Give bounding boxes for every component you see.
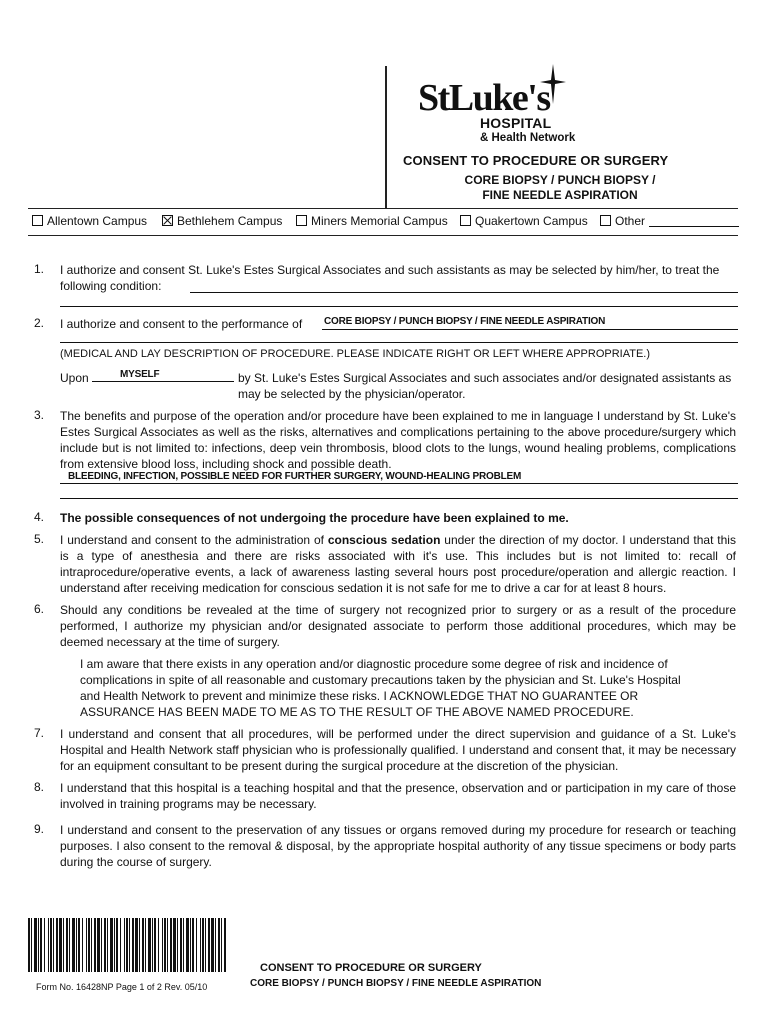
item-2-lead: I authorize and consent to the performance of (60, 317, 303, 331)
item-number: 4. (34, 510, 45, 524)
barcode-bar (211, 918, 214, 972)
footer-subtitle: CORE BIOPSY / PUNCH BIOPSY / FINE NEEDLE ASPIRATION (250, 978, 542, 989)
subtitle-line2: FINE NEEDLE ASPIRATION (482, 188, 638, 202)
item-9-text: I understand and consent to the preservation of any tissues or organs removed during my procedure for research or teaching purposes. I also consent to the removal & disposal, by the appropriate hospital authority of any tissue specimens or body parts during the course of surgery. (60, 823, 736, 869)
condition-field[interactable] (190, 292, 738, 293)
barcode-bar (114, 918, 115, 972)
checkbox-allentown[interactable] (32, 215, 43, 226)
logo-hospital: HOSPITAL (480, 115, 552, 131)
item-8-text: I understand that this hospital is a teaching hospital and that the presence, observation and or participation in my care of those involved in training programs may be necessary. (60, 781, 736, 811)
barcode-bar (38, 918, 39, 972)
barcode-bar (31, 918, 32, 972)
barcode-bar (200, 918, 201, 972)
logo-network: & Health Network (480, 132, 576, 144)
barcode-bar (167, 918, 168, 972)
item-5-text (60, 532, 736, 596)
item-5-bold: conscious sedation (327, 533, 441, 547)
barcode-bar (142, 918, 144, 972)
barcode-bar (48, 918, 49, 972)
barcode-bar (208, 918, 210, 972)
campus-top-rule (28, 208, 738, 209)
barcode-bar (177, 918, 178, 972)
barcode-bar (148, 918, 151, 972)
risks-field-value: BLEEDING, INFECTION, POSSIBLE NEED FOR FURTHER SURGERY, WOUND-HEALING PROBLEM (68, 471, 522, 482)
item-6-text: Should any conditions be revealed at the time of surgery not recognized prior to surgery or as a result of the procedure performed, I authorize my physician and/or designated associate to perform those additional procedures, which may be deemed necessary at the time of surgery. (60, 603, 736, 649)
form-info: Form No. 16428NP Page 1 of 2 Rev. 05/10 (36, 982, 208, 992)
subtitle-line1: CORE BIOPSY / PUNCH BIOPSY / (464, 173, 656, 187)
barcode-bar (129, 918, 130, 972)
upon-rest-line1 (238, 370, 736, 402)
barcode-bar (34, 918, 37, 972)
barcode-bar (192, 918, 194, 972)
item-number: 6. (34, 602, 45, 616)
barcode-bar (50, 918, 52, 972)
barcode-bar (126, 918, 128, 972)
item-4-text: The possible consequences of not undergoing the procedure have been explained to me. (60, 511, 569, 525)
barcode-bar (107, 918, 108, 972)
campus-other[interactable] (600, 214, 739, 228)
barcode-bar (86, 918, 87, 972)
barcode-bar (101, 918, 102, 972)
campus-label: Bethlehem Campus (177, 214, 283, 228)
checkbox-bethlehem-checked[interactable] (162, 215, 173, 226)
barcode-bar (69, 918, 70, 972)
barcode-bar (82, 918, 83, 972)
barcode-bar (97, 918, 100, 972)
other-campus-field[interactable] (649, 216, 739, 227)
barcode-bar (59, 918, 62, 972)
procedure-note: (MEDICAL AND LAY DESCRIPTION OF PROCEDURE. PLEASE INDICATE RIGHT OR LEFT WHERE APPROPRIATE.) (60, 348, 651, 360)
barcode-bar (139, 918, 140, 972)
barcode-bar (158, 918, 159, 972)
barcode-bar (221, 918, 222, 972)
item-number: 1. (34, 262, 45, 276)
procedure-field[interactable] (322, 329, 738, 330)
barcode-bar (164, 918, 166, 972)
item-7-text: I understand and consent that all procedures, will be performed under the direct supervision and guidance of a St. Luke's Hospital and Health Network staff physician who is professionally qualified. I understand and consent that, it may be necessary for an equipment consultant to be present during the surgical procedure at the discretion of the physician. (60, 727, 736, 773)
barcode-bar (124, 918, 125, 972)
campus-label: Quakertown Campus (475, 214, 588, 228)
campus-bottom-rule (28, 235, 738, 236)
item-5-lead: I understand and consent to the administration of (60, 533, 324, 547)
barcode-bar (215, 918, 216, 972)
upon-field[interactable] (92, 381, 234, 382)
barcode-bar (170, 918, 172, 972)
barcode-bar (91, 918, 92, 972)
barcode-bar (28, 918, 30, 972)
checkbox-other[interactable] (600, 215, 611, 226)
barcode-bar (202, 918, 204, 972)
barcode-bar (190, 918, 191, 972)
barcode-bar (196, 918, 197, 972)
item-number: 2. (34, 316, 45, 330)
barcode-bar (110, 918, 113, 972)
campus-quakertown[interactable] (460, 214, 588, 228)
campus-allentown[interactable] (32, 214, 147, 228)
barcode-bar (53, 918, 54, 972)
barcode-bar (56, 918, 58, 972)
upon-field-value: MYSELF (120, 369, 160, 380)
barcode-bar (180, 918, 182, 972)
item-number: 8. (34, 780, 45, 794)
barcode-bar (63, 918, 64, 972)
barcode-bar (224, 918, 226, 972)
procedure-field-value: CORE BIOPSY / PUNCH BIOPSY / FINE NEEDLE ASPIRATION (324, 316, 606, 327)
item-6-acknowledgement: I am aware that there exists in any operation and/or diagnostic procedure some degree of risk and incidence of complications in spite of all reasonable and customary precautions taken by the physician and St. Luke's Hospital and Health Network to prevent and minimize these risks. I ACKNOWLEDGE THAT NO GUARANTEE OR ASSURANCE HAS BEEN MADE TO ME AS TO THE RESULT OF THE ABOVE NAMED PROCEDURE. (80, 657, 681, 719)
upon-rest: by St. Luke's Estes Surgical Associates and such associates and/or designated assistants as may be selected by the physician/operator. (238, 371, 732, 401)
barcode-bar (154, 918, 156, 972)
barcode-bar (76, 918, 77, 972)
barcode-bar (72, 918, 75, 972)
form-subtitle (440, 173, 680, 203)
barcode-bar (218, 918, 220, 972)
header-divider (385, 66, 387, 208)
barcode-image (28, 918, 226, 972)
barcode-bar (145, 918, 146, 972)
risks-field-line2[interactable] (60, 498, 738, 499)
campus-label: Other (615, 214, 646, 228)
risks-field[interactable] (60, 483, 738, 484)
barcode-bar (104, 918, 106, 972)
barcode-bar (94, 918, 96, 972)
barcode-bar (183, 918, 184, 972)
item-5-rest: under the direction of my doctor. I understand that this is a type of anesthesia and there are risks associated with it's use. This includes but is not limited to: recall of intraprocedure/operative events, a lack of awareness lasting several hours post procedure/operation and allergic reaction. I understand after receiving medication for conscious sedation it is not safe for me to drive a car for at least 8 hours. (60, 533, 736, 595)
upon-label: Upon (60, 371, 89, 385)
barcode-bar (40, 918, 42, 972)
item-number: 5. (34, 532, 45, 546)
footer-title: CONSENT TO PROCEDURE OR SURGERY (260, 962, 482, 974)
procedure-field-line2[interactable] (60, 342, 738, 343)
item-number: 9. (34, 822, 45, 836)
barcode-bar (132, 918, 134, 972)
star-icon (540, 64, 566, 104)
item-number: 3. (34, 408, 45, 422)
form-title: CONSENT TO PROCEDURE OR SURGERY (403, 153, 669, 168)
logo-name: StLuke's (418, 77, 550, 119)
barcode-bar (120, 918, 121, 972)
barcode-bar (116, 918, 118, 972)
barcode-bar (173, 918, 176, 972)
item-number: 7. (34, 726, 45, 740)
checkbox-miners-memorial[interactable] (296, 215, 307, 226)
barcode-bar (88, 918, 90, 972)
hospital-logo (418, 72, 618, 152)
campus-bethlehem[interactable] (162, 214, 282, 228)
campus-label: Allentown Campus (47, 214, 148, 228)
barcode-bar (135, 918, 138, 972)
item-1-text: I authorize and consent St. Luke's Estes Surgical Associates and such assistants as may be selected by him/her, to treat the following condition: (60, 263, 720, 293)
barcode-bar (152, 918, 153, 972)
campus-miners-memorial[interactable] (296, 214, 448, 228)
campus-label: Miners Memorial Campus (311, 214, 448, 228)
barcode-bar (186, 918, 189, 972)
checkbox-quakertown[interactable] (460, 215, 471, 226)
barcode-bar (66, 918, 68, 972)
condition-field-line2[interactable] (60, 306, 738, 307)
barcode-bar (162, 918, 163, 972)
barcode-bar (205, 918, 206, 972)
barcode-bar (44, 918, 45, 972)
item-3-text: The benefits and purpose of the operation and/or procedure have been explained to me in language I understand by St. Luke's Estes Surgical Associates as well as the risks, alternatives and complications pertaining to the above procedure/surgery which include but is not limited to: infections, deep vein thrombosis, blood clots to the lungs, wound healing problems, complications from extensive blood loss, including shock and possible death. (60, 409, 736, 471)
barcode-bar (78, 918, 80, 972)
